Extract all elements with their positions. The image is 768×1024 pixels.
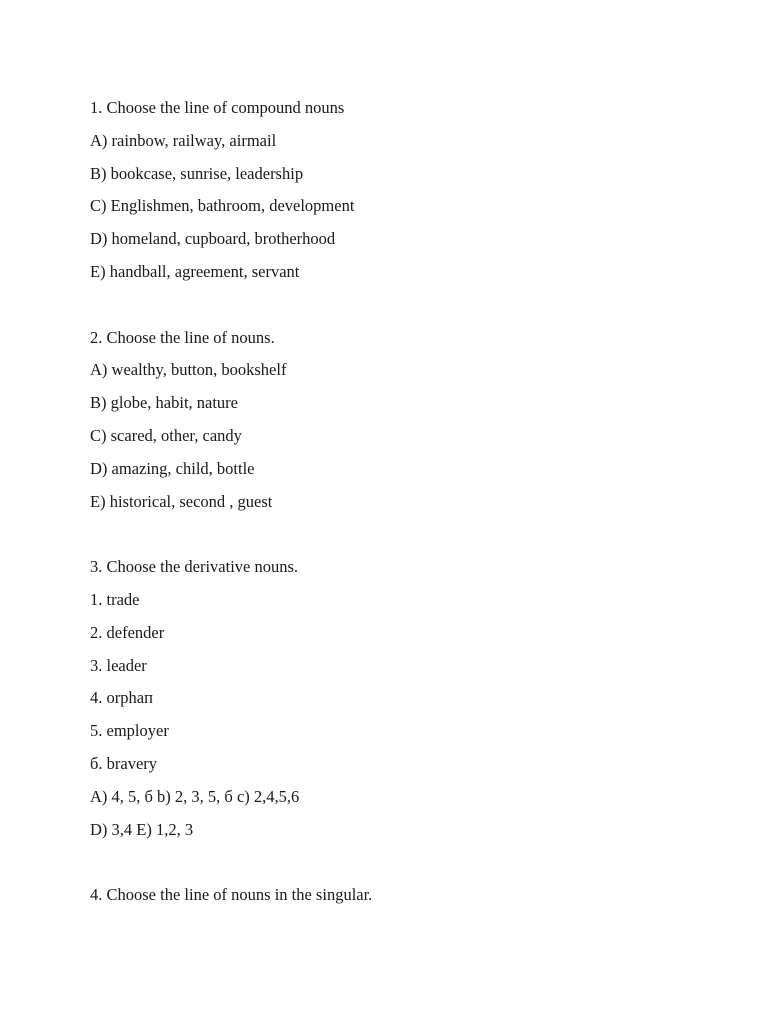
q3-answers-line-2: D) 3,4 E) 1,2, 3 <box>90 819 194 839</box>
q1-option-e: E) handball, agreement, servant <box>90 261 300 281</box>
blank-line <box>90 518 730 551</box>
q3-item-1: 1. trade <box>90 589 140 609</box>
q1-option-b: B) bookcase, sunrise, leadership <box>90 163 304 183</box>
q2-option-e: E) historical, second , guest <box>90 491 273 511</box>
q2-option-b: B) globe, habit, nature <box>90 393 239 413</box>
question-4: 4. Choose the line of nouns in the singular. <box>90 885 373 905</box>
blank-line <box>90 289 730 322</box>
q3-answers-line-1: A) 4, 5, б b) 2, 3, 5, б c) 2,4,5,6 <box>90 786 300 806</box>
q3-item-5: 5. employer <box>90 721 169 741</box>
q3-item-4: 4. orphaп <box>90 688 153 708</box>
document-page <box>90 92 730 912</box>
q3-item-2: 2. defender <box>90 622 165 642</box>
q3-item-6: б. bravery <box>90 753 158 773</box>
question-1: 1. Choose the line of compound nouns <box>90 98 345 117</box>
q2-option-c: C) scared, other, candy <box>90 425 242 445</box>
q1-option-a: A) rainbow, railway, airmail <box>90 130 277 150</box>
q1-option-d: D) homeland, cupboard, brotherhood <box>90 229 336 249</box>
q2-option-d: D) amazing, child, bottle <box>90 458 255 478</box>
q1-option-c: C) Englishmen, bathroom, development <box>90 196 355 216</box>
q3-item-3: 3. leader <box>90 655 147 675</box>
question-3: 3. Choose the derivative nouns. <box>90 557 299 577</box>
q2-option-a: A) wealthy, button, bookshelf <box>90 360 287 380</box>
question-2: 2. Choose the line of nouns. <box>90 327 275 347</box>
blank-line <box>90 846 730 879</box>
